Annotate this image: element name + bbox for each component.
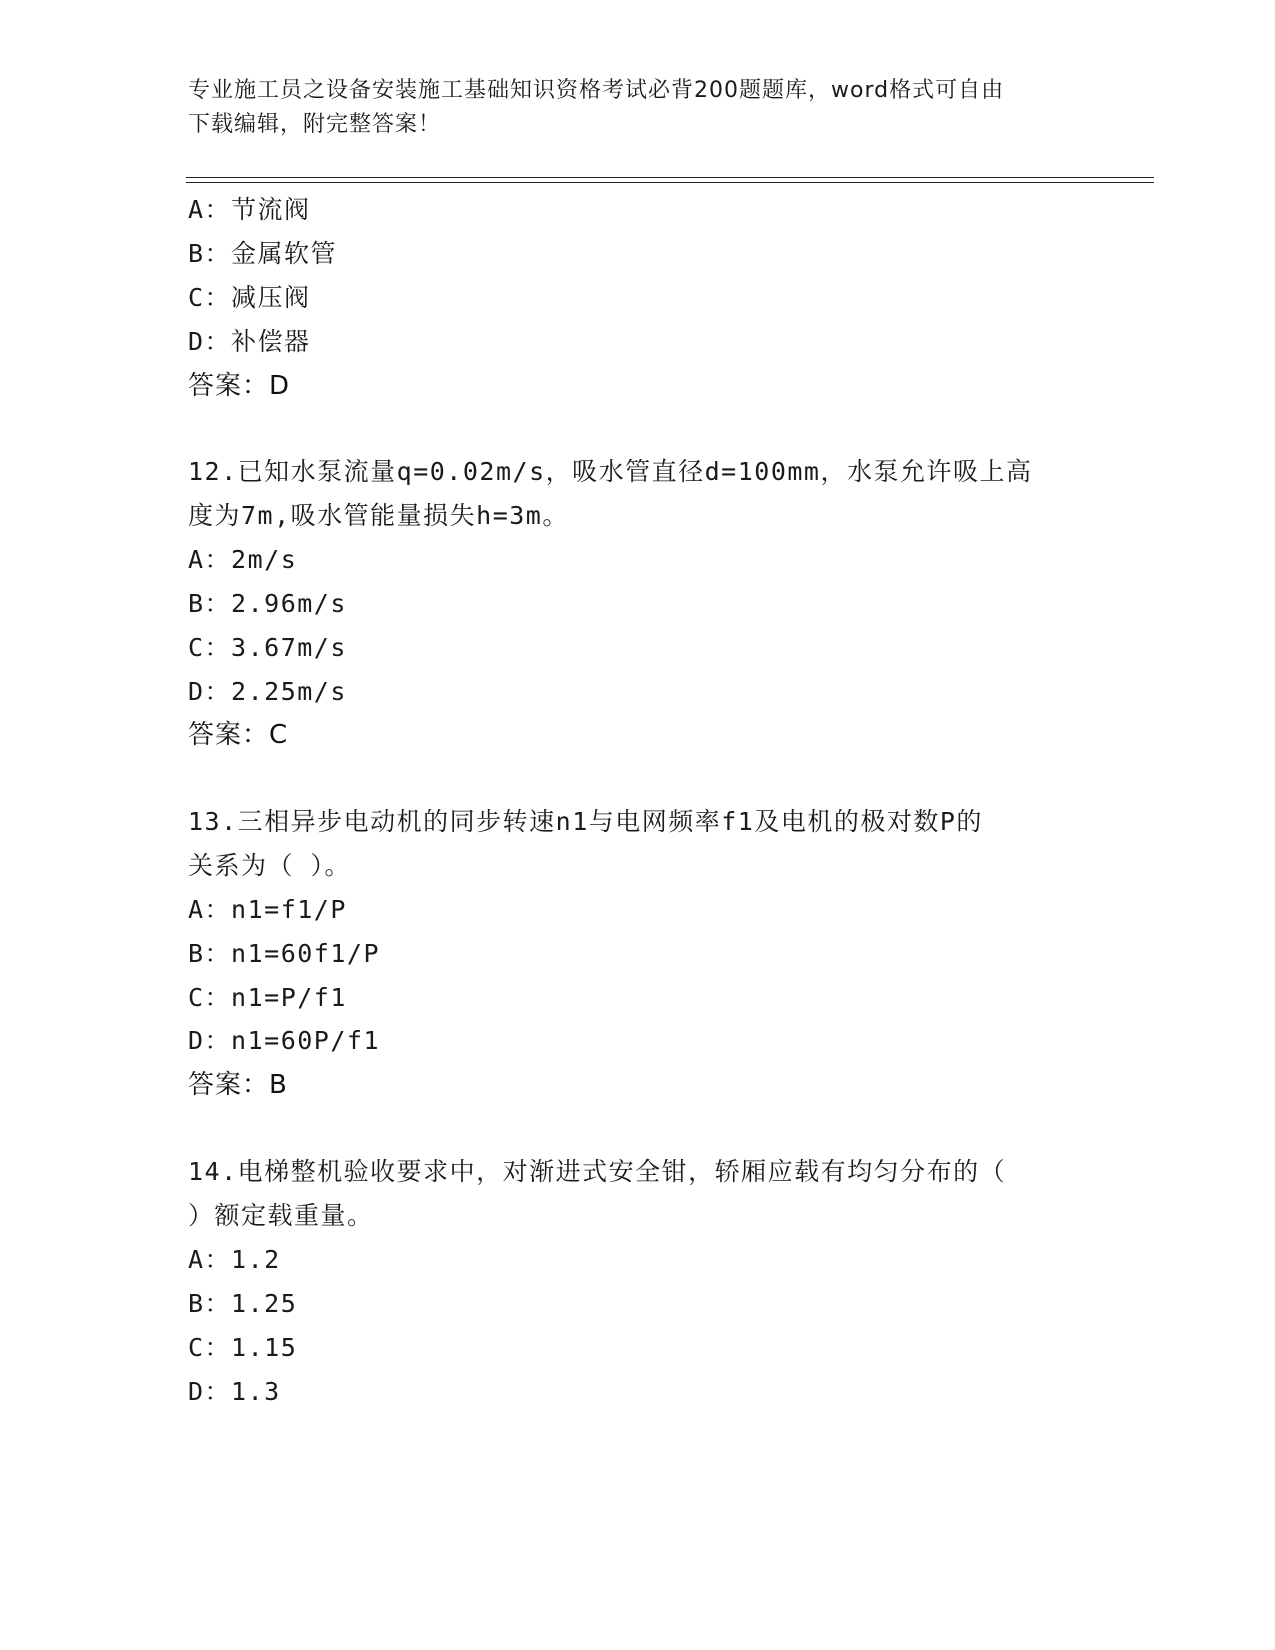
q13-stem-line-2: 关系为（ ）。 — [188, 851, 352, 880]
q11-option-a: A：节流阀 — [188, 195, 311, 224]
q11-option-d: D：补偿器 — [188, 327, 311, 356]
q14-stem-line-2: ）额定载重量。 — [188, 1201, 374, 1230]
q12-stem-line-2: 度为7m,吸水管能量损失h=3m。 — [188, 501, 569, 530]
q14-option-c: C：1.15 — [188, 1333, 298, 1362]
q13-answer: 答案：B — [188, 1070, 288, 1100]
q13-option-d: D：n1=60P/f1 — [188, 1026, 381, 1055]
q11-option-c: C：减压阀 — [188, 283, 311, 312]
q11-option-b: B：金属软管 — [188, 239, 338, 268]
q13-option-b: B：n1=60f1/P — [188, 939, 381, 968]
q12-option-b: B：2.96m/s — [188, 589, 347, 618]
q14-stem-line-1: 14.电梯整机验收要求中，对渐进式安全钳，轿厢应载有均匀分布的（ — [188, 1157, 1007, 1186]
q14-option-b: B：1.25 — [188, 1289, 298, 1318]
q14-option-a: A：1.2 — [188, 1245, 281, 1274]
q11-answer: 答案：D — [188, 371, 291, 401]
q13-option-c: C：n1=P/f1 — [188, 983, 347, 1012]
q12-option-d: D：2.25m/s — [188, 677, 347, 706]
q13-stem-line-1: 13.三相异步电动机的同步转速n1与电网频率f1及电机的极对数P的 — [188, 807, 983, 836]
header-line-1: 专业施工员之设备安装施工基础知识资格考试必背200题题库，word格式可自由 — [188, 78, 1005, 103]
q12-option-a: A：2m/s — [188, 545, 298, 574]
header-divider-top — [186, 177, 1154, 178]
q12-option-c: C：3.67m/s — [188, 633, 347, 662]
header-divider-bottom — [186, 182, 1154, 183]
q12-answer: 答案：C — [188, 720, 289, 750]
q12-stem-line-1: 12.已知水泵流量q=0.02m/s，吸水管直径d=100mm，水泵允许吸上高 — [188, 457, 1033, 486]
q13-option-a: A：n1=f1/P — [188, 895, 347, 924]
q14-option-d: D：1.3 — [188, 1377, 281, 1406]
header-line-2: 下载编辑，附完整答案！ — [188, 112, 442, 137]
document-header — [188, 74, 1088, 142]
